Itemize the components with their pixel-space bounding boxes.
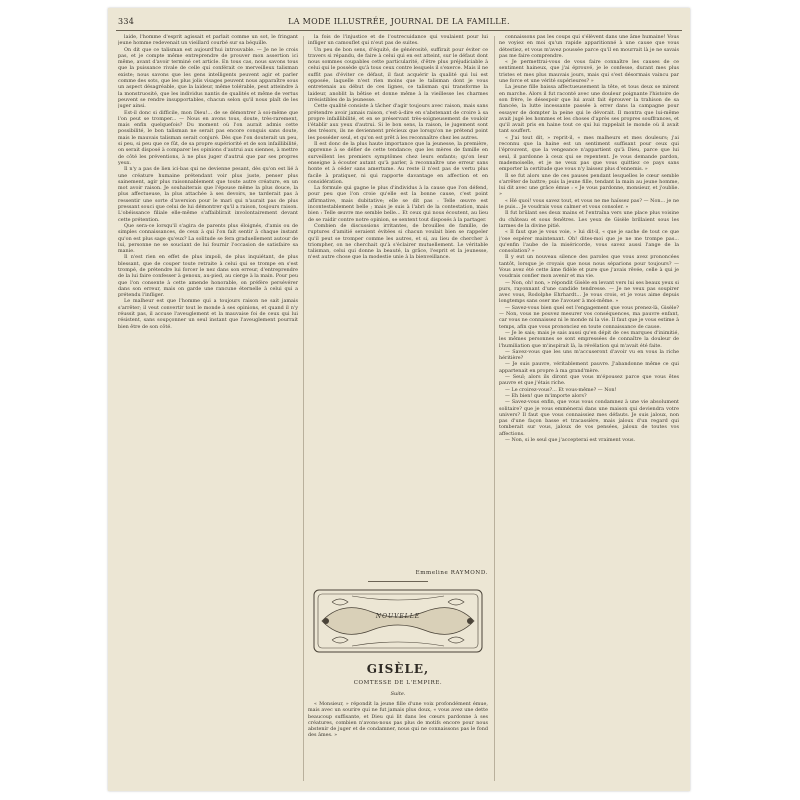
- story-title: GISÈLE,: [366, 662, 430, 676]
- paragraph: Le malheur est que l'homme qui a toujours raison ne sait jamais s'arrêter; il veut convertir tout le monde à ses opinions, et quand il n'y réussit pas, il accuse l'aveuglement et la mauvaise foi de ceux qui lui résistent, sans soupçonner un seul instant que l'aveuglement pourrait bien être de son côté.: [118, 298, 298, 330]
- paragraph: Que sera-ce lorsqu'il s'agira de parents plus éloignés, d'amis ou de simples connaissances, de ceux à qui l'on fait sentir à chaque instant qu'on est plus sage qu'eux? La solitude se fera graduellement autour de lui, personne ne se souciant de lui fournir l'occasion de satisfaire sa manie.: [118, 222, 298, 255]
- paragraph: « Monsieur, » répondit la jeune fille d'une voix profondément émue, mais avec un sourire qui ne fut jamais plus doux, « vous avez une dette beaucoup suffisante, et Dieu qui lit dans les cœurs pardonne à ses créatures, combien n'avons-nous pas plus de motifs encore pour nous abstenir de juger et de condamner, nous qui ne connaissons pas le fond des âmes. »: [308, 701, 488, 739]
- section-label: NOUVELLE: [375, 613, 421, 620]
- header-rule: [116, 30, 682, 31]
- ornamental-frame-icon: [312, 588, 484, 654]
- column-divider: [494, 36, 495, 781]
- paragraph: — Savez-vous enfin, que vous vous condamnez à une vie absolument solitaire? que je vous emmènerai dans une maison qui deviendra votre univers? Il faut que vous connaissiez mes défauts. Je suis jaloux, non pas d'une façon basse et tracassière, mais jaloux d'un regard qui tomberait sur vous, jaloux de vos pensées, jaloux de toutes vos affections.: [499, 399, 679, 437]
- paragraph: — Non, si le seul que j'accepterai est vraiment vous.: [505, 437, 636, 443]
- paragraph: « J'ai tout dit, » reprit-il, « mes malheurs et mes douleurs; j'ai reconnu que la haine est un sentiment suffisant pour ceux qui l'éprouvent, que la vengeance n'appartient qu'à Dieu, parce que lui seul, il pardonne à ceux qui se repentent. Je vous demande pardon, mademoiselle, et je ne veux pas que vous quittiez ce pays sans emporter la certitude que vous n'y laissez plus d'ennemis. »: [499, 134, 679, 173]
- paragraph: « Il faut que je vous voie, » lui dit-il, « que je sache de tout ce que j'ose espérer maintenant. Oh! dites-moi que je ne me trompe pas... qu'enfin l'aube de la miséricorde, vous savez aussi l'ange de la consolation? »: [499, 229, 679, 255]
- paragraph: — Seul; alors ils diront que vous m'épousez parce que vous êtes pauvre et que j'étais riche.: [499, 374, 679, 387]
- paragraph: — Savez-vous que les uns m'accuseront d'avoir vu en vous la riche héritière?: [499, 348, 679, 362]
- paragraph: Cette qualité consiste à tâcher d'agir toujours avec raison, mais sans prétendre avoir jamais raison, c'est-à-dire en s'abstenant de croire à sa propre infaillibilité, et en se préservant très-soigneusement de vouloir l'établir aux yeux d'autrui. Si le bon sens, la raison, le jugement sont des trésors, ils ne deviennent précieux que lorsqu'on ne prétend point les posséder seul, et qu'on est prêt à les reconnaître chez les autres.: [308, 103, 488, 141]
- paragraph: — Le croirez-vous?... Et vous-même? — Non!: [505, 386, 617, 393]
- section-banner: [312, 588, 484, 654]
- journal-title: LA MODE ILLUSTRÉE, JOURNAL DE LA FAMILLE.: [288, 17, 510, 26]
- paragraph: la fois de l'injustice et de l'outrecuidance qui voulaient pour lui infliger un camouflet qui n'eut pas de suites.: [308, 34, 488, 47]
- paragraph: — Eh bien! que m'importe alors?: [505, 392, 587, 399]
- story-part-label: Suite.: [390, 691, 406, 697]
- page-number: 334: [118, 17, 135, 26]
- paragraph: « Hé quoi! vous savez tout, et vous ne me haïssez pas? — Non... je ne le puis... Je voudrais vous calmer et vous consoler. »: [499, 197, 679, 211]
- column-divider: [303, 36, 304, 781]
- paragraph: « Je permettrai-vous de vous faire connaître les causes de ce sentiment haineux, que j'ai éprouvé, je le confesse, durant mes plus tristes et mes plus mauvais jours, mais qui s'est désormais vaincu par une force et une vérité supérieures? »: [499, 59, 679, 85]
- paragraph: La formule qui gagne le plus d'individus à la cause que l'on défend, pour peu que l'on croie qu'elle est la bonne cause, c'est point affirmative, mais dubitative; elle se dit pas : Telle œuvre est incontestablement belle ; mais je suis à l'abri de la contestation, mais bien : Telle œuvre me semble belle... Et ceux qui nous écoutent, au lieu de se raidir contre notre opinion, se sentent tout disposés à la partager.: [308, 185, 488, 223]
- page-header: [108, 14, 690, 30]
- paragraph: La jeune fille baissa affectueusement la tête, et tous deux se mirent en marche. Alors il fut raconté avec une douleur poignante l'histoire de son frère, le désespoir que lui avait fait éprouver la trahison de sa fiancée, la lutte incessante passée à errer dans la campagne pour essayer de dompter la peine qui le dévorait. Il montra que lui-même avait jugé les hommes et les choses d'après ses propres souffrances, et qu'il avait pris en haine tout ce qui lui rappelait le monde où il avait tant souffert.: [499, 84, 679, 135]
- text-column-2: [308, 34, 488, 574]
- text-column-1: [118, 34, 298, 784]
- text-column-3: [499, 34, 679, 784]
- paragraph: Il fut brûlant ses deux mains et l'entraîna vers une place plus voisine du château et sous fenêtres. Les yeux de Gisèle brillaient sous les larmes de la divine pitié.: [499, 210, 679, 229]
- paragraph: laide, l'homme d'esprit agissait et parlait comme un sot, le fringant jeune homme redevenait un vieillard courbé sur sa béquille.: [118, 34, 298, 47]
- paragraph: Il n'est rien en effet de plus impoli, de plus inquiétant, de plus blessant, que de couper toute retraite à celui qui se trompe en s'est trompé, de prétendre lui forcer le nez dans son erreur, d'entreprendre de la lui faire confesser à genoux, au-pied, au cierge à la main. Pour peu que l'on consente à cette amende honorable, on préfère persévérer dans son erreur, mais on garde une rancune éternelle à celui qui a prétendu l'infliger.: [118, 254, 298, 299]
- paragraph: — Je le sais; mais je sais aussi qu'en dépit de ces marques d'inimitié, les mêmes personnes se sont empressées de connaître la douleur de l'humiliation que m'inspirait là, la révélation qui m'avait été faite.: [499, 329, 679, 349]
- author-signature: Emmeline RAYMOND.: [415, 570, 488, 576]
- paragraph: Est-il donc si difficile, mon Dieu!... de se démontrer à soi-même que l'on peut se tromper... — Nous en avons tous, doute, très-rarement, mais enfin quelquefois? Du moment où l'on aurait admis cette possibilité, le bon talisman ne serait pas encore conquis sans doute, mais le mauvais talisman serait conjuré. Dès que l'on douterait un peu, si peu, si peu que ce fût, de sa propre supériorité et de son infaillibilité, on serait disposé à comparer les opinions d'autrui aux siennes, à mettre de côté les préventions, à ne plus juger d'autrui que par ses propres yeux.: [118, 109, 298, 166]
- story-subtitle: COMTESSE DE L'EMPIRE.: [353, 680, 443, 686]
- paragraph: — Je suis pauvre, véritablement pauvre. J'abandonne même ce qui appartenait en propre à ma grand'mère.: [499, 361, 679, 374]
- paragraph: — Non, oh! non, » répondit Gisèle en levant vers lui ses beaux yeux si purs, rayonnant d'une candide tendresse. — Je ne veux pas soupirer avec vous, Rodolphe Ehrhardt... Je vous crois, et je vous aime depuis longtemps sans oser me l'avouer à moi-même. »: [499, 279, 679, 305]
- paragraph: Un peu de bon sens, d'équité, de générosité, suffirait pour éviter ce travers si répandu, de faire à celui qui en est atteint, sur le défaut dont nous sommes coupables cette particularité, d'être plus préjudiciable à celui qui le possède qu'à tous ceux contre lesquels il s'exerce. Mais il ne suffit pas d'éviter ce défaut, il faut acquérir la qualité qui lui est opposée, laquelle n'est rien moins que le talisman dont je vous entretenais au début de ces lignes, ce talisman qui transforme la laideur, anoblit la bêtise et donne même à la vieillesse les charmes irrésistibles de la jeunesse.: [308, 46, 488, 103]
- paragraph: Il se fut alors une de ces pauses pendant lesquelles le cœur semble s'arrêter de battre; puis la jeune fille, tendant la main au jeune homme, lui dit avec une grâce émue : « Je vous pardonne, monsieur, et j'oublie. »: [499, 172, 679, 198]
- paragraph: connaissons pas les coups qui s'élèvent dans une âme humaine! Vous ne voyiez en moi qu'un rapide apparitionné à une cause que vous détestiez, et vous m'avez poussée parce qu'il en mourrait là je ne savais pas me faire comprendre.: [499, 34, 679, 59]
- paragraph: Il y eut un nouveau silence des paroles que vous avez prononcées tantôt, lorsque je croyais que nous nous séparions pour toujours? — Vous avez été cette âme fidèle et pure que j'avais rêvée, celle à qui je voudrais confier mon avenir et ma vie.: [499, 254, 679, 280]
- story-body: [308, 701, 488, 783]
- paragraph: Il n'y a pas de lien ici-bas qui ne devienne pesant, dès qu'on est lié à une créature humaine prétendant voir plus juste, penser plus sainement, agir plus raisonnablement que toute autre créature, en un mot avoir raison. Je souhaiterais que l'épouse même la plus douce, la plus affectueuse, la plus attachée à ses devoirs, ne tarderait pas à ressentir une sorte d'aversion pour le mari qui n'aurait pas de plus pressant souci que celui de lui démontrer qu'il a raison, toujours raison. L'obéissance filiale elle-même s'affaiblirait involontairement devant cette prétention.: [118, 166, 298, 223]
- paragraph: On dit que ce talisman est aujourd'hui introuvable. — Je ne le crois pas, et je compte même entreprendre de prouver mon assertion ici même, avant d'avoir terminé cet article. En tous cas, nous savons tous que la puissance rivale de celle qui conférait ce merveilleux talisman existe; nous savons que les gens intelligents peuvent agir et parler comme des sots, que les plus jolis visages peuvent nous apparaître sous un aspect désagréable, que la laideur, même tolérable, peut atteindre à la monstruosité, que les individus nantis de qualités et même de vertus peuvent se rendre insupportables, chacun selon qu'il nous plaît de les juger ainsi.: [118, 46, 298, 110]
- article-end-rule: [368, 581, 428, 582]
- paragraph: Il est donc de la plus haute importance que la jeunesse, la première, apprenne à se défier de cette tendance; que les mères de famille en surveillent les premiers symptômes chez leurs enfants; qu'on leur enseigne à écouter autant qu'à parler, à reconnaître une erreur sans honte et à céder sans amertume. Au reste il n'est pas de vertu plus facile à pratiquer, ni qui rapporte davantage en affection et en considération.: [308, 141, 488, 185]
- paragraph: Combien de discussions irritantes, de brouilles de famille, de ruptures d'amitié seraient évitées si chacun voulait bien se rappeler qu'il peut se tromper comme les autres, et si, au lieu de chercher à triompher, on ne cherchait qu'à s'éclairer mutuellement. Le véritable talisman, celui qui donne la beauté, la grâce, l'esprit et la jeunesse, n'est autre chose que la modestie unie à la bienveillance.: [308, 222, 488, 261]
- newspaper-page: [108, 8, 690, 791]
- paragraph: — Savez-vous bien quel est l'engagement que vous prenez-là, Gisèle? — Non, vous ne pouvez mesurer vos conséquences, ma pauvre enfant, car vous ne connaissez ni le monde ni la vie. Il faut que je vous estime à temps, afin que vous prononciez en toute connaissance de cause.: [499, 304, 679, 330]
